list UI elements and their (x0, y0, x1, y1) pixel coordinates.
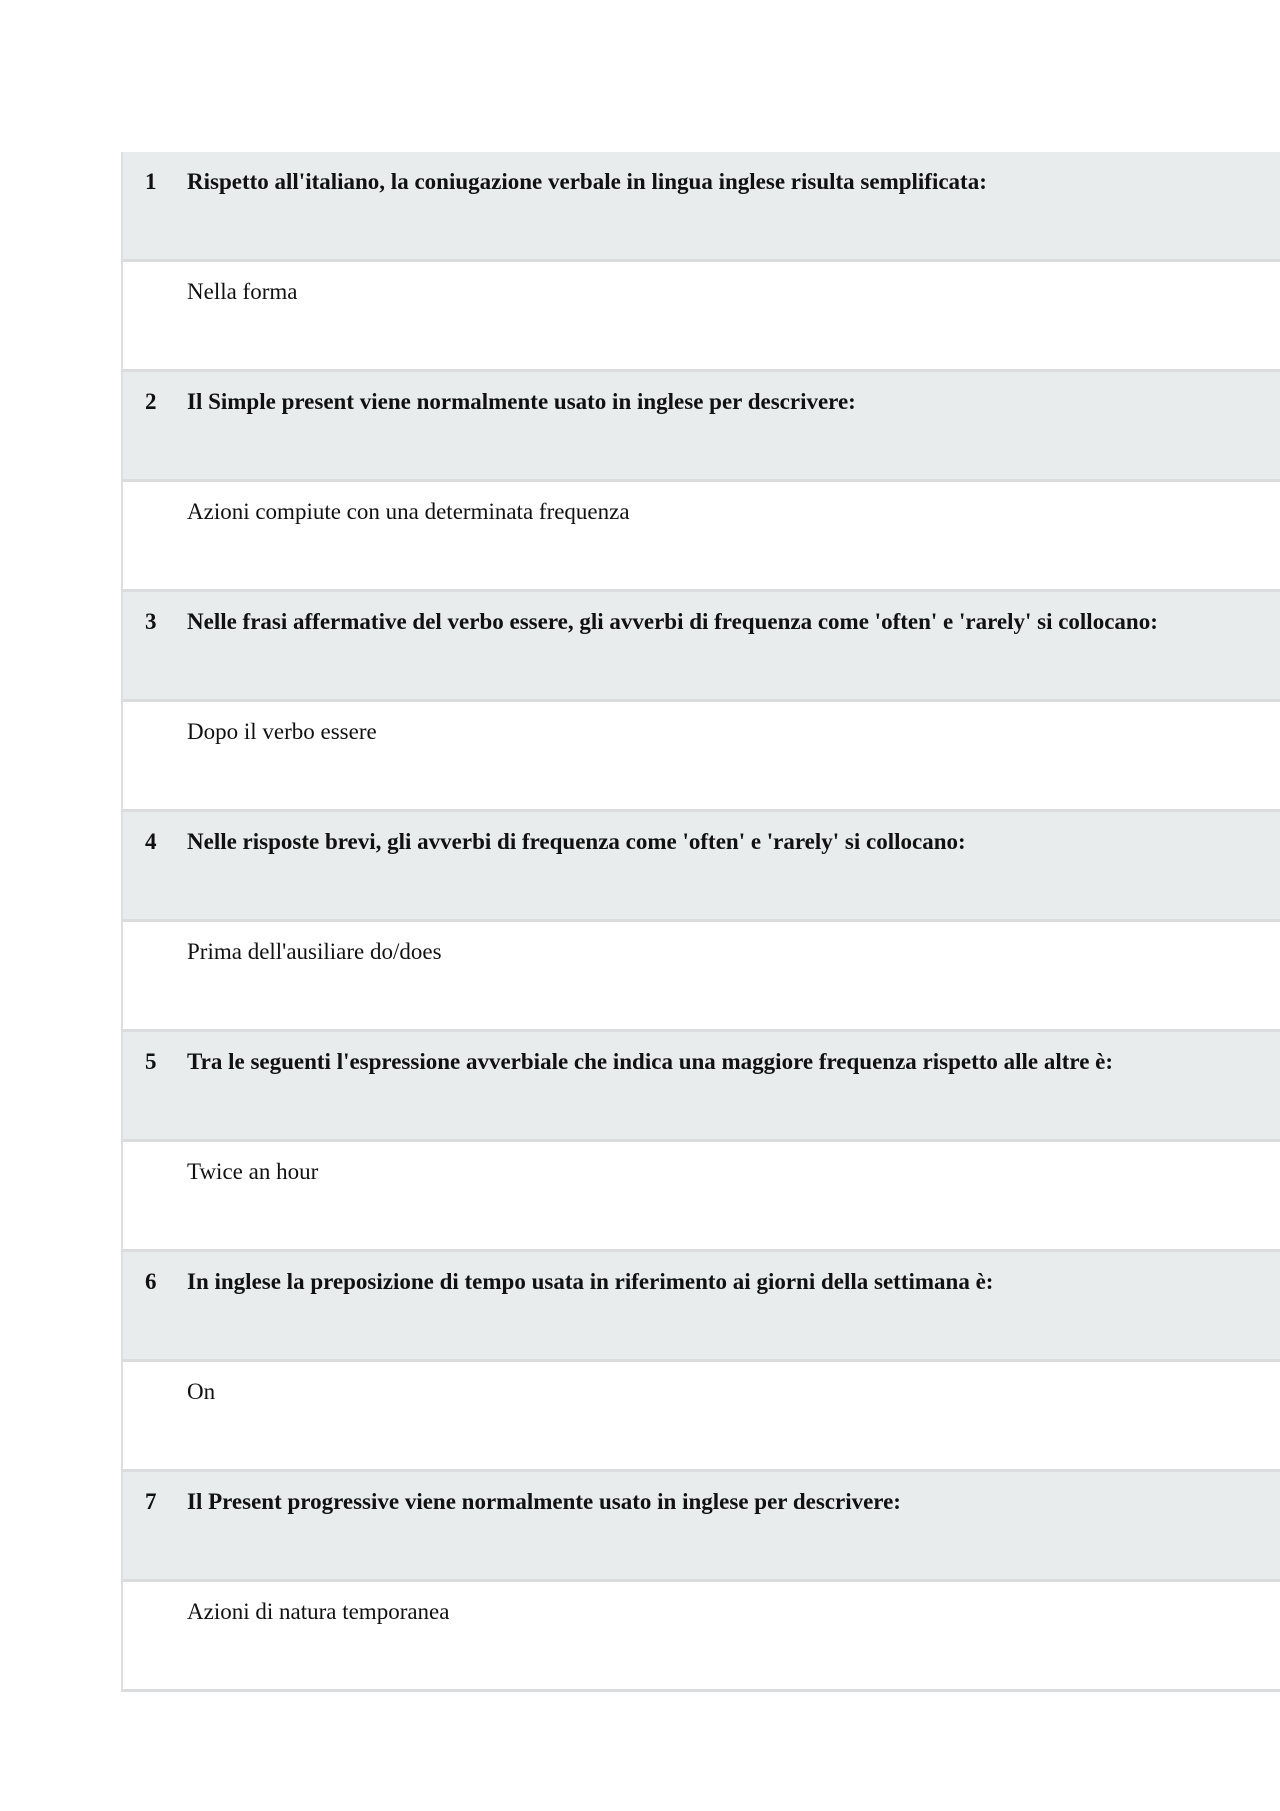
question-number: 7 (145, 1489, 157, 1514)
answer-text: Nella forma (187, 279, 298, 304)
question-text: Nelle frasi affermative del verbo essere, gli avverbi di frequenza come 'often' e 'rarely' si collocano: (187, 609, 1158, 634)
answer-row (123, 1142, 1280, 1252)
question-row (123, 812, 1280, 922)
answer-row (123, 702, 1280, 812)
question-number: 5 (145, 1049, 157, 1074)
question-number: 6 (145, 1269, 157, 1294)
question-row (123, 1252, 1280, 1362)
question-text: Il Simple present viene normalmente usato in inglese per descrivere: (187, 389, 856, 414)
answer-row (123, 922, 1280, 1032)
question-text: Il Present progressive viene normalmente usato in inglese per descrivere: (187, 1489, 901, 1514)
question-number: 2 (145, 389, 157, 414)
question-text: Nelle risposte brevi, gli avverbi di frequenza come 'often' e 'rarely' si collocano: (187, 829, 966, 854)
question-text: Rispetto all'italiano, la coniugazione verbale in lingua inglese risulta semplificata: (187, 169, 987, 194)
quiz-table (121, 152, 1280, 1692)
question-row (123, 1472, 1280, 1582)
question-text: In inglese la preposizione di tempo usata in riferimento ai giorni della settimana è: (187, 1269, 994, 1294)
answer-text: Azioni compiute con una determinata frequenza (187, 499, 630, 524)
question-number: 3 (145, 609, 157, 634)
answer-text: Prima dell'ausiliare do/does (187, 939, 442, 964)
question-row (123, 592, 1280, 702)
answer-text: Azioni di natura temporanea (187, 1599, 450, 1624)
answer-text: On (187, 1379, 216, 1404)
answer-row (123, 1362, 1280, 1472)
question-number: 4 (145, 829, 157, 854)
answer-row (123, 262, 1280, 372)
question-number: 1 (145, 169, 157, 194)
answer-row (123, 482, 1280, 592)
question-row (123, 152, 1280, 262)
question-row (123, 1032, 1280, 1142)
question-text: Tra le seguenti l'espressione avverbiale che indica una maggiore frequenza rispetto alle altre è: (187, 1049, 1114, 1074)
answer-text: Twice an hour (187, 1159, 319, 1184)
answer-text: Dopo il verbo essere (187, 719, 377, 744)
answer-row (123, 1582, 1280, 1692)
question-row (123, 372, 1280, 482)
